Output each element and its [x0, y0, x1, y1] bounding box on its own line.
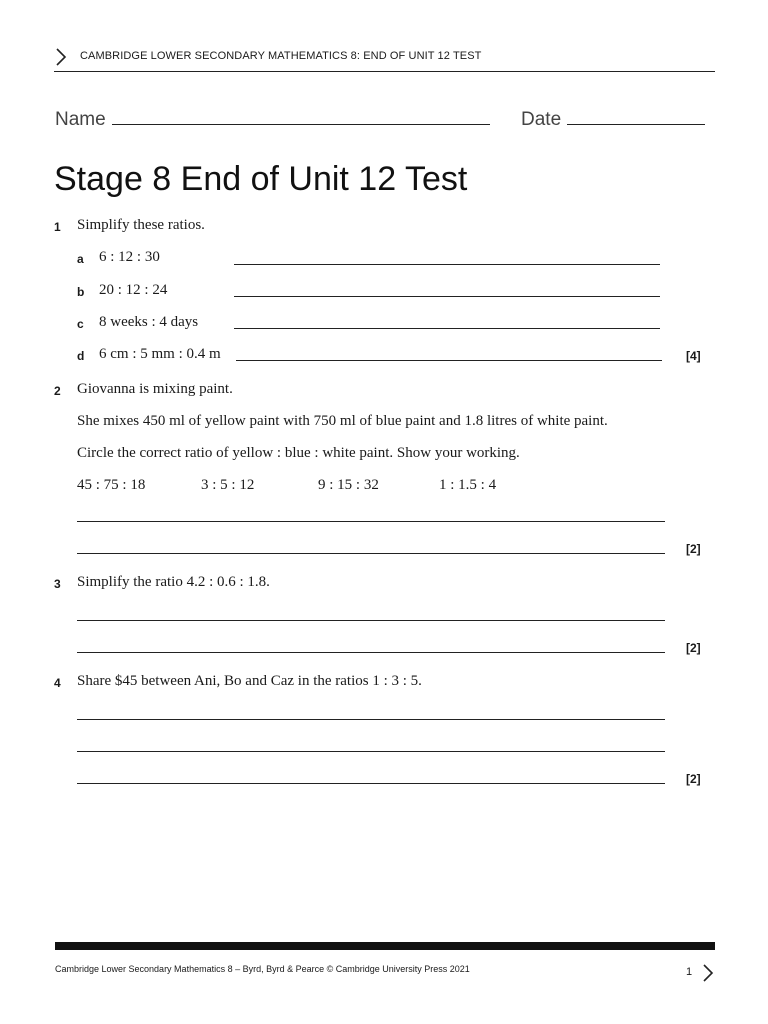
question-1-text: Simplify these ratios.	[77, 217, 205, 233]
date-field	[521, 104, 705, 131]
part-label: c	[77, 317, 84, 331]
part-text: 20 : 12 : 24	[99, 282, 168, 298]
chevron-right-icon	[55, 47, 67, 67]
header-rule	[54, 71, 715, 72]
question-2-number: 2	[54, 384, 61, 398]
date-label: Date	[521, 109, 562, 130]
answer-line[interactable]	[236, 360, 662, 361]
answer-line[interactable]	[234, 296, 660, 297]
part-label: b	[77, 285, 85, 299]
part-label: d	[77, 349, 85, 363]
question-3-text: Simplify the ratio 4.2 : 0.6 : 1.8.	[77, 574, 270, 590]
answer-line[interactable]	[234, 328, 660, 329]
footer-credit: Cambridge Lower Secondary Mathematics 8 – Byrd, Byrd & Pearce © Cambridge University Press 2021	[55, 964, 470, 974]
chevron-right-icon[interactable]	[702, 963, 714, 983]
ratio-option[interactable]: 3 : 5 : 12	[201, 477, 255, 493]
page-title: Stage 8 End of Unit 12 Test	[54, 160, 468, 198]
page-number: 1	[686, 966, 693, 978]
marks-label: [4]	[686, 349, 701, 363]
question-2-text: Giovanna is mixing paint.	[77, 381, 233, 397]
question-3-number: 3	[54, 577, 61, 591]
ratio-option[interactable]: 1 : 1.5 : 4	[439, 477, 497, 493]
date-blank[interactable]	[567, 104, 705, 125]
part-text: 8 weeks : 4 days	[99, 314, 199, 330]
question-2-detail: She mixes 450 ml of yellow paint with 750 ml of blue paint and 1.8 litres of white paint.	[77, 413, 608, 429]
ratio-option[interactable]: 9 : 15 : 32	[318, 477, 379, 493]
part-text: 6 : 12 : 30	[99, 249, 160, 265]
name-blank[interactable]	[112, 104, 490, 125]
name-label: Name	[55, 109, 106, 130]
part-label: a	[77, 252, 84, 266]
answer-line[interactable]	[77, 553, 665, 554]
answer-line[interactable]	[77, 751, 665, 752]
answer-line[interactable]	[77, 521, 665, 522]
part-text: 6 cm : 5 mm : 0.4 m	[99, 346, 221, 362]
answer-line[interactable]	[77, 652, 665, 653]
answer-line[interactable]	[77, 783, 665, 784]
marks-label: [2]	[686, 542, 701, 556]
marks-label: [2]	[686, 772, 701, 786]
question-2-instruction: Circle the correct ratio of yellow : blue : white paint. Show your working.	[77, 445, 520, 461]
answer-line[interactable]	[77, 719, 665, 720]
question-1-number: 1	[54, 220, 61, 234]
answer-line[interactable]	[234, 264, 660, 265]
question-4-number: 4	[54, 676, 61, 690]
marks-label: [2]	[686, 641, 701, 655]
ratio-option[interactable]: 45 : 75 : 18	[77, 477, 146, 493]
running-header: CAMBRIDGE LOWER SECONDARY MATHEMATICS 8: END OF UNIT 12 TEST	[80, 50, 482, 62]
name-field	[55, 104, 490, 131]
footer-bar	[55, 942, 715, 950]
answer-line[interactable]	[77, 620, 665, 621]
question-4-text: Share $45 between Ani, Bo and Caz in the ratios 1 : 3 : 5.	[77, 673, 422, 689]
